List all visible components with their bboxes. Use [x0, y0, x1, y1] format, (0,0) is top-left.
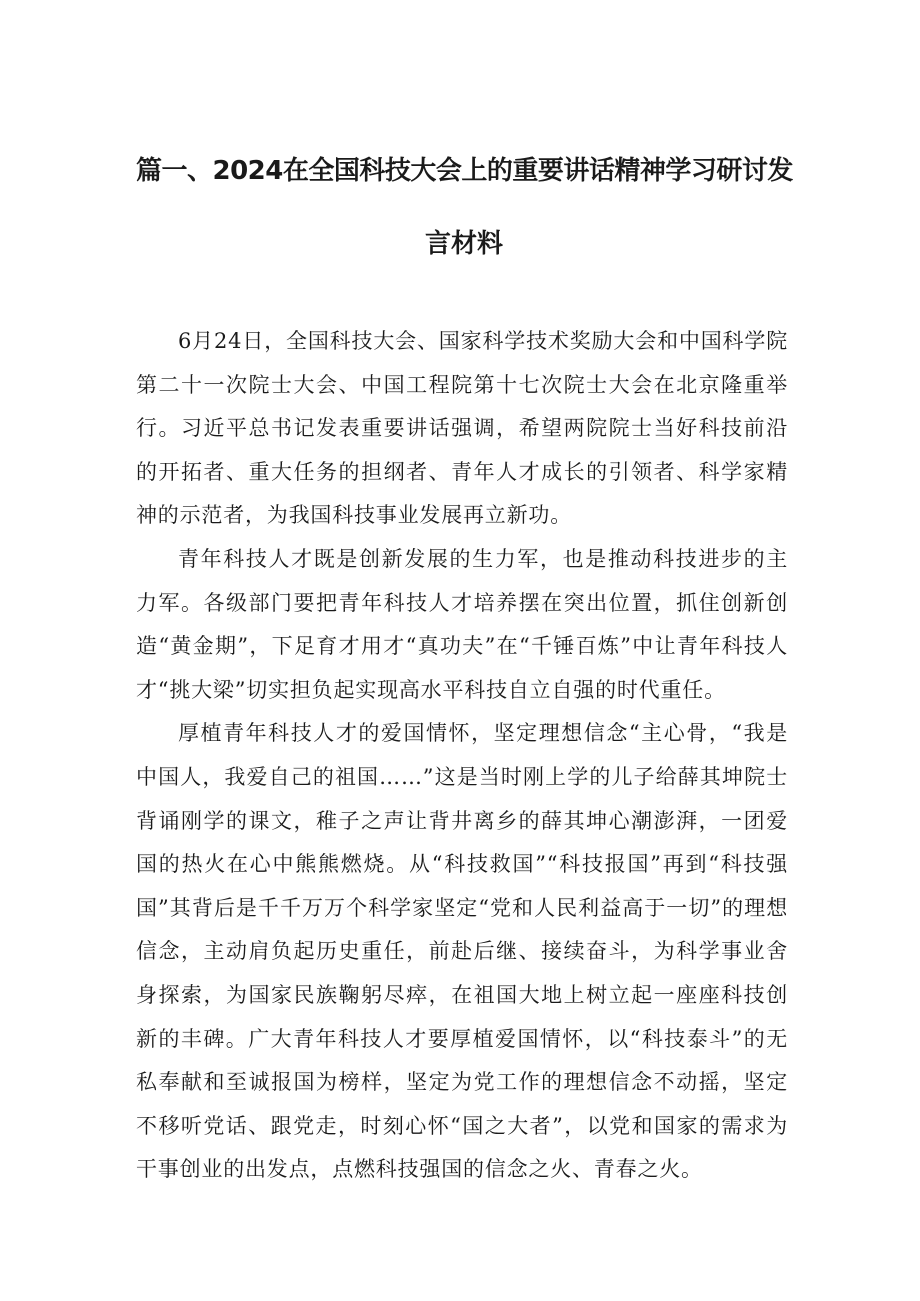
document-body [136, 320, 788, 1192]
document-title-line-2-text: 言材料 [424, 229, 503, 259]
document-title-line-2 [0, 226, 920, 262]
document-title-line-1: 篇一、2024在全国科技大会上的重要讲话精神学习研讨发 [136, 156, 793, 186]
paragraph-1: 6月24日，全国科技大会、国家科学技术奖励大会和中国科学院第二十一次院士大会、中国工程院第十七次院士大会在北京隆重举行。习近平总书记发表重要讲话强调，希望两院院士当好科技前沿的开拓者、重大任务的担纲者、青年人才成长的引领者、科学家精神的示范者，为我国科技事业发展再立新功。 [136, 329, 788, 528]
paragraph-3: 厚植青年科技人才的爱国情怀，坚定理想信念“主心骨，“我是中国人，我爱自己的祖国……”这是当时刚上学的儿子给薛其坤院士背诵刚学的课文，稚子之声让背井离乡的薛其坤心潮澎湃，一团爱国的热火在心中熊熊燃烧。从“科技救国”“科技报国”再到“科技强国”其背后是千千万万个科学家坚定“党和人民利益高于一切”的理想信念，主动肩负起历史重任，前赴后继、接续奋斗，为科学事业舍身探索，为国家民族鞠躬尽瘁，在祖国大地上树立起一座座科技创新的丰碑。广大青年科技人才要厚植爱国情怀，以“科技泰斗”的无私奉献和至诚报国为榜样，坚定为党工作的理想信念不动摇，坚定不移听党话、跟党走，时刻心怀“国之大者”，以党和国家的需求为干事创业的出发点，点燃科技强国的信念之火、青春之火。 [136, 721, 788, 1182]
paragraph-2: 青年科技人才既是创新发展的生力军，也是推动科技进步的主力军。各级部门要把青年科技人才培养摆在突出位置，抓住创新创造“黄金期”，下足育才用才“真功夫”在“千锤百炼”中让青年科技人才“挑大梁”切实担负起实现高水平科技自立自强的时代重任。 [136, 546, 788, 702]
